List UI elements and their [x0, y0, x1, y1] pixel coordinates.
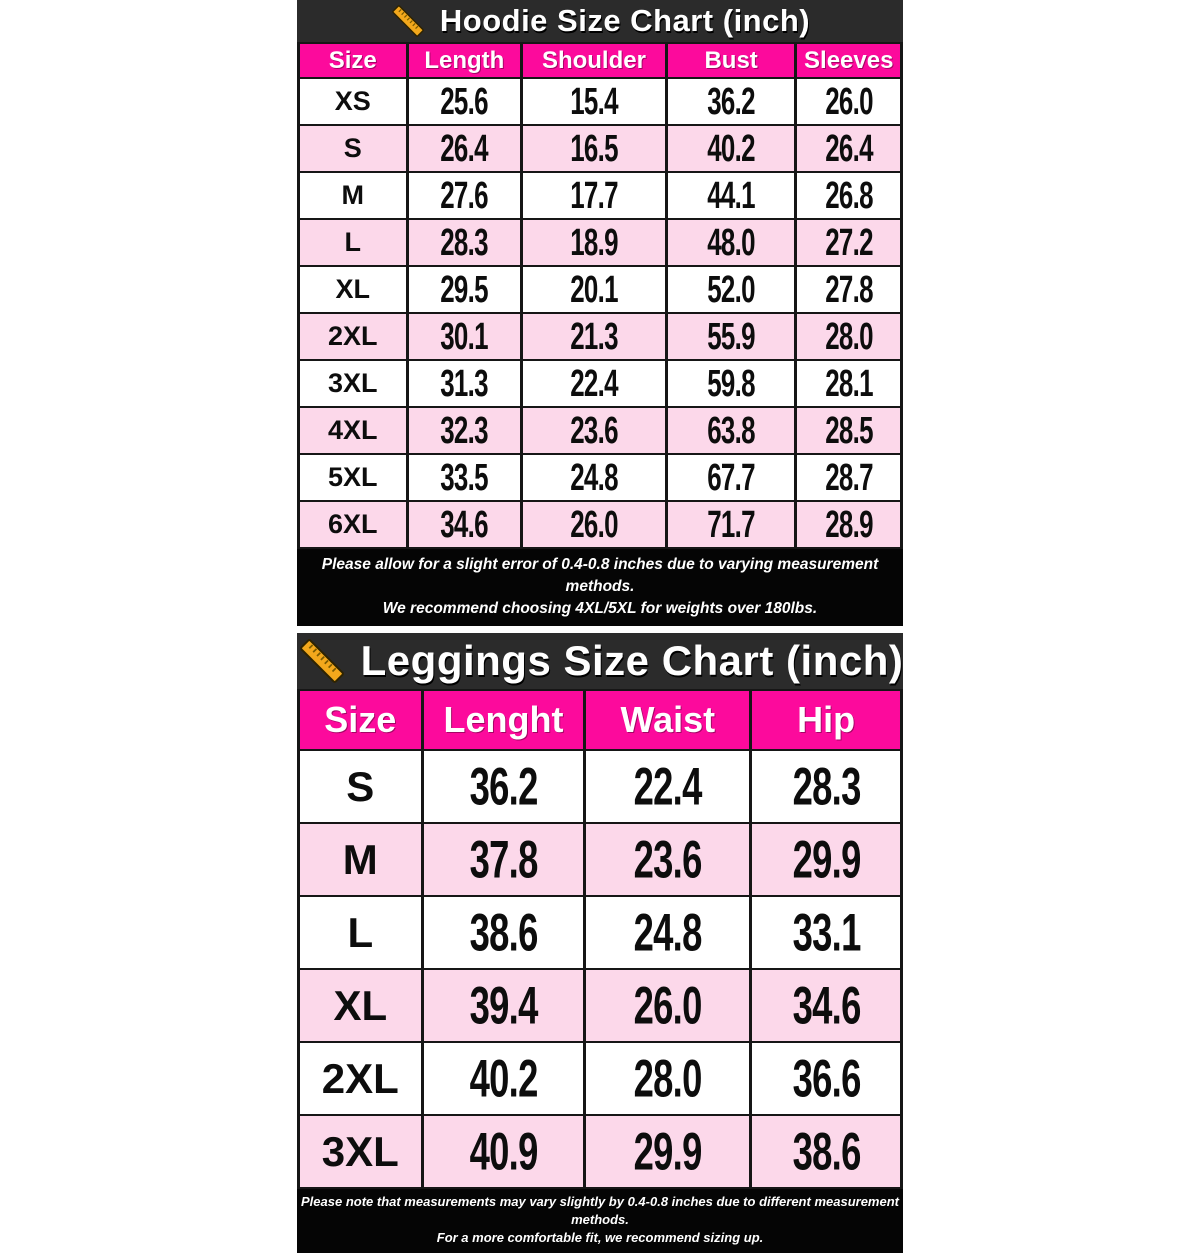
size-cell — [299, 172, 408, 219]
measurement-value: 63.8 — [707, 409, 755, 451]
measurement-cell — [407, 313, 522, 360]
measurement-cell — [666, 219, 796, 266]
measurement-cell — [522, 360, 667, 407]
measurement-value: 30.1 — [440, 315, 489, 357]
measurement-value: 28.3 — [440, 221, 489, 263]
measurement-value: 67.7 — [707, 456, 755, 498]
measurement-cell — [666, 407, 796, 454]
measurement-value: 17.7 — [570, 174, 618, 216]
measurement-value: 33.5 — [440, 456, 489, 498]
measurement-cell — [407, 125, 522, 172]
measurement-value: 25.6 — [440, 80, 489, 122]
table-row — [299, 454, 902, 501]
measurement-value: 36.2 — [469, 756, 538, 817]
measurement-value: 55.9 — [707, 315, 755, 357]
measurement-value: 23.6 — [570, 409, 618, 451]
measurement-value: 31.3 — [440, 362, 489, 404]
ruler-icon — [297, 636, 347, 686]
measurement-cell — [796, 266, 902, 313]
measurement-cell — [666, 313, 796, 360]
size-cell — [299, 750, 423, 823]
measurement-value: 29.9 — [792, 829, 861, 890]
size-cell — [299, 823, 423, 896]
measurement-value: 40.2 — [469, 1048, 538, 1109]
size-cell — [299, 313, 408, 360]
measurement-value: 23.6 — [633, 829, 702, 890]
measurement-cell — [796, 125, 902, 172]
hoodie-footnote — [297, 549, 903, 626]
size-cell — [299, 78, 408, 125]
measurement-value: 28.1 — [824, 362, 873, 404]
measurement-value: 37.8 — [469, 829, 538, 890]
measurement-value: 29.5 — [440, 268, 489, 310]
measurement-cell — [751, 896, 902, 969]
hoodie-footnote-line2: We recommend choosing 4XL/5XL for weights over 180lbs. — [382, 600, 818, 617]
measurement-cell — [522, 313, 667, 360]
measurement-cell — [585, 896, 751, 969]
size-label: 3XL — [328, 368, 378, 398]
size-cell — [299, 501, 408, 548]
table-row — [299, 1042, 902, 1115]
measurement-cell — [666, 172, 796, 219]
size-cell — [299, 454, 408, 501]
size-label: 4XL — [328, 415, 378, 445]
leggings-size-table — [297, 689, 903, 1189]
measurement-value: 28.9 — [824, 503, 873, 545]
size-label: 5XL — [328, 462, 378, 492]
size-label: 6XL — [328, 509, 378, 539]
hoodie-footnote-line1: Please allow for a slight error of 0.4-0.8 inches due to varying measurement methods. — [321, 556, 879, 595]
measurement-value: 26.0 — [824, 80, 873, 122]
measurement-value: 18.9 — [570, 221, 618, 263]
measurement-value: 59.8 — [707, 362, 755, 404]
measurement-cell — [522, 125, 667, 172]
measurement-cell — [666, 501, 796, 548]
measurement-value: 34.6 — [792, 975, 861, 1036]
measurement-value: 22.4 — [633, 756, 702, 817]
measurement-value: 26.8 — [824, 174, 873, 216]
measurement-cell — [407, 266, 522, 313]
measurement-value: 33.1 — [792, 902, 861, 963]
measurement-value: 71.7 — [707, 503, 755, 545]
leggings-size-chart — [297, 633, 903, 1253]
size-cell — [299, 969, 423, 1042]
table-row — [299, 969, 902, 1042]
measurement-value: 28.7 — [824, 456, 873, 498]
measurement-value: 15.4 — [570, 80, 618, 122]
measurement-cell — [666, 78, 796, 125]
measurement-value: 28.5 — [824, 409, 873, 451]
column-header: Sleeves — [796, 43, 902, 78]
measurement-value: 24.8 — [570, 456, 618, 498]
measurement-value: 28.0 — [633, 1048, 702, 1109]
size-cell — [299, 1042, 423, 1115]
leggings-footnote — [297, 1189, 903, 1253]
leggings-footnote-line1: Please note that measurements may vary slightly by 0.4-0.8 inches due to different measurement methods. — [301, 1194, 899, 1228]
hoodie-chart-title: Hoodie Size Chart (inch) — [439, 3, 811, 38]
column-header: Length — [407, 43, 522, 78]
column-header: Hip — [751, 690, 902, 750]
hoodie-size-table — [297, 42, 903, 549]
table-row — [299, 823, 902, 896]
size-cell — [299, 896, 423, 969]
table-row — [299, 1115, 902, 1188]
measurement-value: 52.0 — [707, 268, 755, 310]
size-label: 2XL — [321, 1054, 399, 1102]
size-label: XL — [335, 274, 371, 304]
size-label: L — [347, 908, 374, 956]
measurement-cell — [422, 823, 585, 896]
size-label: XL — [333, 981, 388, 1029]
table-row — [299, 750, 902, 823]
measurement-cell — [796, 78, 902, 125]
measurement-cell — [666, 266, 796, 313]
measurement-cell — [422, 1115, 585, 1188]
measurement-value: 29.9 — [633, 1121, 702, 1182]
measurement-cell — [751, 750, 902, 823]
size-cell — [299, 125, 408, 172]
size-cell — [299, 360, 408, 407]
measurement-cell — [407, 407, 522, 454]
column-header: Size — [299, 690, 423, 750]
measurement-value: 28.3 — [792, 756, 861, 817]
measurement-cell — [522, 266, 667, 313]
measurement-cell — [522, 172, 667, 219]
measurement-value: 26.4 — [440, 127, 489, 169]
hoodie-header-row — [299, 43, 902, 78]
measurement-cell — [796, 360, 902, 407]
measurement-cell — [522, 454, 667, 501]
size-cell — [299, 407, 408, 454]
leggings-footnote-line2: For a more comfortable fit, we recommend sizing up. — [436, 1230, 764, 1246]
measurement-value: 44.1 — [707, 174, 755, 216]
size-label: L — [344, 227, 362, 257]
size-cell — [299, 219, 408, 266]
table-row — [299, 896, 902, 969]
column-header: Bust — [666, 43, 796, 78]
table-row — [299, 78, 902, 125]
measurement-cell — [751, 969, 902, 1042]
measurement-value: 27.6 — [440, 174, 489, 216]
measurement-cell — [407, 360, 522, 407]
measurement-value: 38.6 — [792, 1121, 861, 1182]
measurement-cell — [585, 1115, 751, 1188]
leggings-chart-title: Leggings Size Chart (inch) — [360, 637, 904, 684]
measurement-cell — [666, 125, 796, 172]
measurement-cell — [585, 969, 751, 1042]
measurement-value: 20.1 — [570, 268, 618, 310]
measurement-value: 39.4 — [469, 975, 538, 1036]
table-row — [299, 313, 902, 360]
leggings-header-row — [299, 690, 902, 750]
measurement-cell — [407, 172, 522, 219]
measurement-value: 32.3 — [440, 409, 489, 451]
measurement-cell — [422, 1042, 585, 1115]
size-label: XS — [334, 86, 371, 116]
size-label: 3XL — [321, 1127, 399, 1175]
measurement-cell — [751, 1042, 902, 1115]
hoodie-size-chart — [297, 0, 903, 626]
measurement-cell — [522, 407, 667, 454]
measurement-value: 36.2 — [707, 80, 755, 122]
table-row — [299, 501, 902, 548]
measurement-cell — [407, 219, 522, 266]
measurement-value: 26.4 — [824, 127, 873, 169]
measurement-value: 27.8 — [824, 268, 873, 310]
measurement-cell — [585, 1042, 751, 1115]
hoodie-title-bar — [297, 0, 903, 42]
size-cell — [299, 1115, 423, 1188]
measurement-value: 16.5 — [570, 127, 618, 169]
size-label: 2XL — [328, 321, 378, 351]
measurement-value: 27.2 — [824, 221, 873, 263]
measurement-cell — [666, 360, 796, 407]
measurement-cell — [422, 750, 585, 823]
measurement-value: 38.6 — [469, 902, 538, 963]
measurement-cell — [796, 219, 902, 266]
measurement-value: 26.0 — [633, 975, 702, 1036]
measurement-value: 40.2 — [707, 127, 755, 169]
measurement-cell — [796, 407, 902, 454]
size-cell — [299, 266, 408, 313]
size-label: M — [342, 835, 378, 883]
measurement-value: 22.4 — [570, 362, 618, 404]
measurement-cell — [422, 969, 585, 1042]
size-label: M — [341, 180, 365, 210]
table-row — [299, 407, 902, 454]
measurement-cell — [522, 78, 667, 125]
measurement-cell — [751, 1115, 902, 1188]
measurement-cell — [796, 313, 902, 360]
table-row — [299, 172, 902, 219]
ruler-icon — [390, 3, 426, 39]
measurement-cell — [796, 501, 902, 548]
column-header: Size — [299, 43, 408, 78]
column-header: Waist — [585, 690, 751, 750]
measurement-value: 48.0 — [707, 221, 755, 263]
measurement-cell — [796, 454, 902, 501]
measurement-value: 21.3 — [570, 315, 618, 357]
column-header: Lenght — [422, 690, 585, 750]
charts-divider-gap — [297, 626, 903, 633]
table-row — [299, 266, 902, 313]
measurement-cell — [422, 896, 585, 969]
measurement-value: 34.6 — [440, 503, 489, 545]
measurement-cell — [585, 750, 751, 823]
measurement-value: 24.8 — [633, 902, 702, 963]
size-label: S — [343, 133, 362, 163]
measurement-cell — [522, 501, 667, 548]
measurement-cell — [751, 823, 902, 896]
measurement-cell — [796, 172, 902, 219]
measurement-cell — [522, 219, 667, 266]
measurement-value: 36.6 — [792, 1048, 861, 1109]
column-header: Shoulder — [522, 43, 667, 78]
measurement-value: 28.0 — [824, 315, 873, 357]
measurement-cell — [585, 823, 751, 896]
table-row — [299, 125, 902, 172]
table-row — [299, 219, 902, 266]
leggings-title-bar — [297, 633, 903, 689]
measurement-value: 26.0 — [570, 503, 618, 545]
measurement-cell — [407, 78, 522, 125]
table-row — [299, 360, 902, 407]
measurement-cell — [407, 454, 522, 501]
measurement-cell — [407, 501, 522, 548]
size-label: S — [346, 762, 375, 810]
measurement-value: 40.9 — [469, 1121, 538, 1182]
measurement-cell — [666, 454, 796, 501]
size-charts-column — [297, 0, 903, 1253]
